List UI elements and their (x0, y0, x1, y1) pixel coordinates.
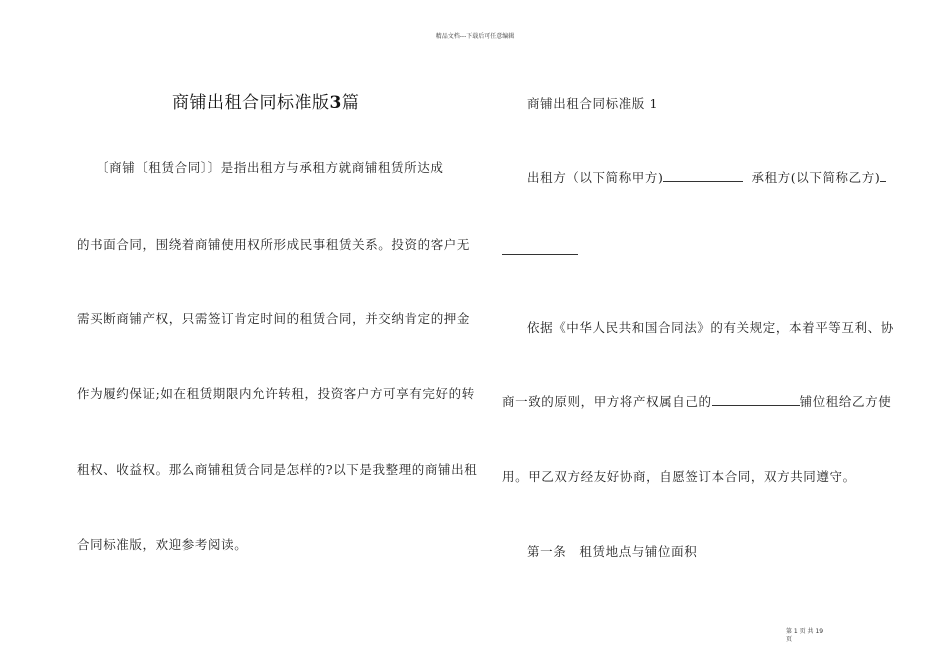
page-number (786, 628, 823, 644)
section-title: 商铺出租合同标准版 1 (527, 96, 659, 111)
parties-line (527, 168, 886, 186)
article-1-heading: 第一条 租赁地点与铺位面积 (527, 544, 698, 559)
intro-line-1: 〔商铺〔租赁合同〕〕是指出租方与承租方就商铺租赁所达成 (96, 160, 444, 175)
basis-line-1: 依据《中华人民共和国合同法》的有关规定，本着平等互利、协 (527, 320, 894, 335)
intro-line-2: 的书面合同，围绕着商铺使用权所形成民事租赁关系。投资的客户无 (77, 237, 471, 252)
basis-line-2-end: 铺位租给乙方使 (799, 394, 892, 409)
header-note: 精品文档---下载后可任意编辑 (435, 33, 515, 40)
document-title-number: 3 (329, 93, 342, 113)
basis-line-2-start: 商一致的原则，甲方将产权属自己的 (502, 394, 712, 409)
lessee-label: 承租方(以下简称乙方) (751, 170, 881, 185)
lessor-blank (663, 169, 743, 182)
lessee-blank-continued (502, 254, 578, 255)
lessor-label: 出租方（以下简称甲方) (527, 170, 664, 185)
intro-line-4: 作为履约保证;如在租赁期限内允许转租，投资客户方可享有完好的转 (77, 386, 475, 401)
intro-line-5: 租权、收益权。那么商铺租赁合同是怎样的?以下是我整理的商铺出租 (77, 462, 478, 477)
page-number-line-1: 第 1 页 共 19 (786, 628, 824, 635)
intro-line-6: 合同标准版，欢迎参考阅读。 (77, 537, 248, 552)
document-title-suffix: 篇 (341, 93, 360, 113)
intro-line-3: 需买断商铺产权，只需签订肯定时间的租赁合同，并交纳肯定的押金 (77, 311, 471, 326)
page-number-line-2: 页 (786, 636, 793, 643)
property-blank (712, 393, 800, 406)
lessee-blank-start (880, 169, 886, 182)
document-title (172, 88, 359, 113)
basis-line-2 (502, 392, 891, 410)
basis-line-3: 用。甲乙双方经友好协商，自愿签订本合同，双方共同遵守。 (502, 469, 856, 484)
document-title-main: 商铺出租合同标准版 (172, 93, 330, 113)
